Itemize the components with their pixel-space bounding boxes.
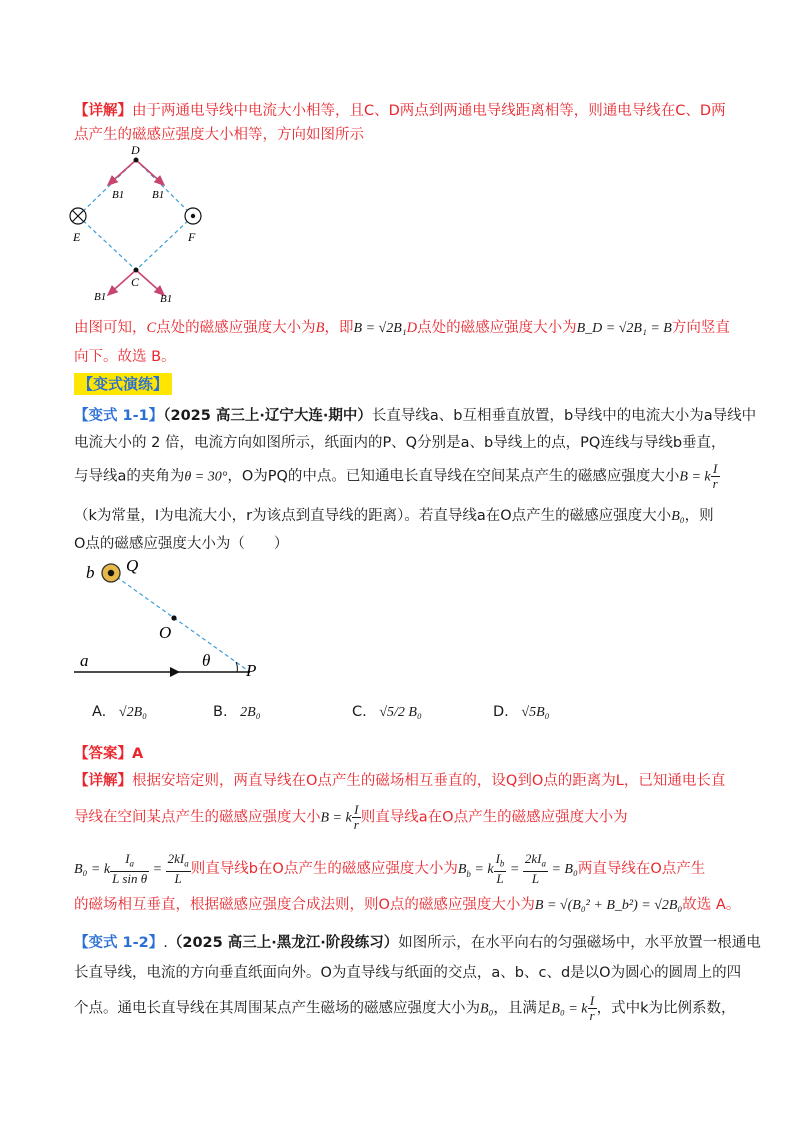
conclusion-var-D: D: [406, 320, 418, 336]
label-F: F: [188, 230, 196, 244]
fraction-Ib-over-L: $\frac{I_b}{L}$: [495, 851, 505, 886]
q1-1-line1: [74, 404, 756, 425]
label-B1-upper-left: B1: [112, 189, 125, 201]
detail2-text3-mid: 则直导线b在O点产生的磁感应强度大小为: [190, 860, 458, 877]
detail2-line2: 导线在空间某点产生的磁感应强度大小B = k $\frac{I}{r}$ 则直导线a在O点产生的磁感应强度大小为: [74, 802, 628, 832]
detail2-text4a: 的磁场相互垂直，根据磁感应强度合成法则，则O点的磁感应强度大小为: [74, 897, 535, 913]
detail1-line1: [74, 99, 726, 120]
label-B1-upper-right: B1: [152, 189, 165, 201]
answer-line: [74, 742, 143, 763]
q1-2-line1: [74, 931, 761, 952]
conclusion-text-c: 点处的磁感应强度大小为: [156, 320, 316, 336]
q1-1-tag: 【变式 1-1】: [74, 408, 164, 424]
q1-2-line3: 个点。通电长直导线在其周围某点产生磁场的磁感应强度大小为B₀，且满足B₀ = k $\frac{I}{r}$ ，式中k为比例系数，: [74, 993, 736, 1023]
detail2-line3: B₀ = k $\frac{I_a}{\text{L sin θ}}$ = $\frac{2kI_a}{L}$ 则直导线b在O点产生的磁感应强度大小为$B_b = k$ $\frac{I_b}{L}$ = $\frac{2kI_a}{L}$ = B₀两直导线在O点产生: [74, 851, 706, 886]
q1-1-text3b: ，O为PQ的中点。已知通电长直导线在空间某点产生的磁感应强度大小: [227, 468, 680, 485]
detail1-text1: 由于两通电导线中电流大小相等，且C、D两点到两通电导线距离相等，则通电导线在C、D两: [132, 103, 726, 119]
dashed-line-FC: [136, 216, 193, 270]
q1-1-source: （2025 高三上·辽宁大连·期中）: [163, 408, 372, 424]
detail2-text3-tail: 两直导线在O点产生: [577, 860, 706, 877]
detail2-label: 【详解】: [74, 773, 132, 789]
option-a[interactable]: [92, 704, 147, 721]
fraction-2kIa-over-L: $\frac{2kI_a}{L}$: [167, 851, 189, 886]
equation-BD: B_D = √2B₁ = B: [576, 321, 672, 336]
field-vector-diagram: [60, 140, 220, 310]
option-b-value: 2B₀: [240, 705, 261, 720]
q1-1-text4-tail: ，则: [684, 508, 714, 524]
option-a-value: √2B₀: [118, 705, 147, 720]
detail2-text4b: 故选 A。: [682, 897, 741, 913]
vector-D-left: [108, 160, 136, 185]
current-arrow-icon: [170, 667, 180, 677]
option-c[interactable]: [352, 704, 422, 721]
q1-2-tag: 【变式 1-2】: [74, 935, 164, 951]
label-D: D: [131, 143, 140, 157]
wire-geometry-diagram: [74, 556, 274, 684]
detail-label: 【详解】: [74, 103, 132, 119]
label-O: O: [159, 623, 172, 642]
conclusion-text-e: ，即: [324, 320, 354, 336]
option-b-key: B.: [213, 704, 228, 720]
q1-1-text4: （k为常量，I为电流大小，r为该点到直导线的距离）。若直导线a在O点产生的磁感应强度大小: [74, 508, 672, 524]
q1-1-text3a: 与导线a的夹角为: [74, 468, 185, 485]
fraction-2kIa-over-L-2: $\frac{2kI_a}{L}$: [524, 851, 546, 886]
conclusion-text-h: 方向竖直: [671, 320, 730, 336]
option-c-key: C.: [352, 704, 367, 720]
detail2-text2b: 则直导线a在O点产生的磁感应强度大小为: [360, 809, 628, 826]
equation-B-sqrt2-B1: B = √2B₁: [353, 321, 407, 336]
label-B1-lower-right: B1: [160, 293, 173, 305]
q1-2-text3c: ，式中k为比例系数，: [596, 1000, 736, 1017]
fraction-Ia-over-Lsin: $\frac{I_a}{\text{L sin θ}}$: [112, 851, 148, 886]
label-a: a: [80, 651, 89, 670]
conclusion-text-a: 由图可知，: [74, 320, 147, 336]
q1-2-text1: 如图所示，在水平向右的匀强磁场中，水平放置一根通电: [398, 935, 761, 951]
dashed-line-EC: [78, 216, 136, 270]
option-b[interactable]: [213, 704, 261, 721]
dashed-line-PQ: [111, 573, 250, 672]
conclusion1-line2: 向下。故选 B。: [74, 349, 176, 365]
q1-1-line5: O点的磁感应强度大小为（ ）: [74, 536, 289, 552]
vector-D-right: [136, 160, 164, 185]
option-d-key: D.: [493, 704, 509, 720]
answer-label: 【答案】: [74, 746, 132, 762]
vector-C-right: [136, 270, 164, 295]
conclusion-var-C: C: [146, 320, 157, 336]
fraction-I-over-r-3: $\frac{I}{r}$: [589, 993, 595, 1023]
q1-2-line2: 长直导线，电流的方向垂直纸面向外。O为直导线与纸面的交点，a、b、c、d是以O为圆心的圆周上的四: [74, 965, 742, 981]
label-B1-lower-left: B1: [94, 291, 107, 303]
label-b: b: [86, 563, 95, 582]
q1-1-line2: 电流大小的 2 倍，电流方向如图所示，纸面内的P、Q分别是a、b导线上的点，PQ连线与导线b垂直，: [74, 435, 726, 451]
detail2-line4: [74, 893, 740, 914]
wire-b-out-of-page-icon: [102, 564, 120, 582]
label-Q: Q: [126, 556, 139, 575]
label-E: E: [73, 230, 81, 244]
q1-2-sep: .: [163, 935, 168, 951]
q1-2-text3b: ，且满足: [493, 1000, 552, 1017]
q1-1-text1: 长直导线a、b互相垂直放置，b导线中的电流大小为a导线中: [371, 408, 757, 424]
conclusion-text-g: 点处的磁感应强度大小为: [417, 320, 577, 336]
answer-value: A: [132, 746, 144, 762]
point-C: [134, 268, 139, 273]
conclusion-var-B: B: [315, 320, 325, 336]
detail2-line1: [74, 769, 725, 790]
fraction-I-over-r-2: $\frac{I}{r}$: [353, 802, 359, 832]
label-theta: θ: [202, 651, 211, 670]
detail1-line2: 点产生的磁感应强度大小相等，方向如图所示: [74, 127, 364, 143]
equation-theta-30: θ = 30°: [184, 469, 228, 485]
q1-2-text3a: 个点。通电长直导线在其周围某点产生磁场的磁感应强度大小为: [74, 1000, 480, 1017]
equation-B-resultant: B = √(B₀² + B_b²) = √2B₀: [534, 898, 683, 913]
option-d-value: √5B₀: [521, 705, 550, 720]
conclusion1-line1: [74, 316, 730, 337]
q1-2-source: （2025 高三上·黑龙江·阶段练习）: [167, 935, 399, 951]
section-heading: 【变式演练】: [74, 373, 172, 395]
option-c-value: √5/2 B₀: [379, 705, 422, 720]
option-d[interactable]: [493, 704, 550, 721]
wire-into-page-icon: [70, 208, 86, 224]
q1-1-line4: （k为常量，I为电流大小，r为该点到直导线的距离）。若直导线a在O点产生的磁感应强度大小B₀，则: [74, 508, 714, 524]
point-D: [134, 158, 139, 163]
detail2-text2a: 导线在空间某点产生的磁感应强度大小: [74, 809, 321, 826]
detail2-text1: 根据安培定则，两直导线在O点产生的磁场相互垂直的，设Q到O点的距离为L，已知通电长直: [132, 773, 726, 789]
label-P: P: [246, 661, 257, 680]
option-a-key: A.: [92, 704, 107, 720]
label-C: C: [131, 275, 140, 289]
q1-1-line3: 与导线a的夹角为θ = 30°，O为PQ的中点。已知通电长直导线在空间某点产生的磁感应强度大小B = k $\frac{I}{r}$: [74, 461, 718, 491]
fraction-I-over-r: $\frac{I}{r}$: [712, 461, 718, 491]
point-O: [171, 615, 176, 620]
wire-out-of-page-icon: [185, 208, 201, 224]
